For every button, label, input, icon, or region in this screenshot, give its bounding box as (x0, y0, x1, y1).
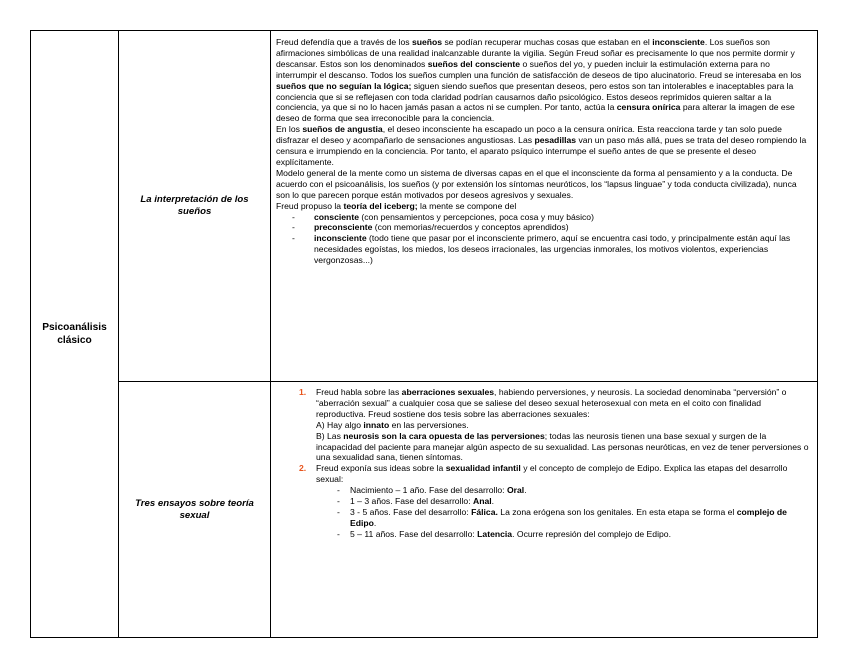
table-row (31, 382, 818, 638)
list-item: - inconsciente (todo tiene que pasar por el inconsciente primero, aquí se encuentra casi todo, y principalmente están aquí las necesidades egoístas, los miedos, los deseos irracionales, las urgencias inmorales, los motivos violentos, experiencias vergonzosas...) (314, 233, 811, 266)
list-item: 1. Freud habla sobre las aberraciones sexuales, habiendo perversiones, y neurosis. La sociedad denominaba “perversión” o “aberración sexual” a cualquier cosa que se saliese del deseo sexual heterosexual con meta en el coito con finalidad reproductiva. Freud sostiene dos tesis sobre las aberraciones sexuales: A) Hay algo innato en las perversiones. B) Las neurosis son la cara opuesta de las perversiones; todas las neurosis tienen una base sexual y surgen de la incapacidad del paciente para manejar algún aspecto de su sexualidad. Las personas neuróticas, en vez de tener perversiones o una sexualidad sana, tienen síntomas. (299, 387, 809, 463)
list-item: 2. Freud exponía sus ideas sobre la sexualidad infantil y el concepto de complejo de Edipo. Explica las etapas del desarrollo sexual: - Nacimiento – 1 año. Fase del desarrollo: Oral. - 1 – 3 años. Fase del desarrollo: Anal. - 3 - 5 años. Fase del desarrollo: Fálica. La zona erógena son los genitales. En esta etapa se forma el complejo de Edipo. - 5 – 11 años. Fase del desarrollo: Latencia. Ocurre represión del complejo de Edipo. (316, 463, 811, 539)
category-cell: Psicoanálisis clásico (31, 31, 119, 638)
paragraph: Freud propuso la teoría del iceberg; la mente se compone del (276, 200, 517, 211)
list-item: - 3 - 5 años. Fase del desarrollo: Fálica. La zona erógena son los genitales. En esta etapa se forma el complejo de Edipo. (350, 507, 811, 529)
paragraph: Modelo general de la mente como un sistema de diversas capas en el que el inconsciente da forma al pensamiento y a la conducta. De acuerdo con el psicoanálisis, los sueños (y por extensión los síntomas neuróticos, los “lapsus linguae” y toda conducta civilizada), nunca son lo que parecen porque están motivados por deseos agresivos y sexuales. (276, 167, 797, 200)
stages-list (316, 485, 811, 540)
topic-content-sexual-theory (271, 382, 818, 638)
iceberg-layers-list (276, 212, 811, 267)
table-row (31, 31, 818, 382)
list-item: - 1 – 3 años. Fase del desarrollo: Anal. (350, 496, 811, 507)
topic-content-dreams (271, 31, 818, 382)
topic-title-sexual-theory: Tres ensayos sobre teoría sexual (119, 382, 271, 638)
list-item: - Nacimiento – 1 año. Fase del desarrollo: Oral. (350, 485, 811, 496)
notes-table (30, 30, 818, 638)
list-item: - consciente (con pensamientos y percepciones, poca cosa y muy básico) (314, 212, 811, 223)
numbered-list (276, 387, 811, 540)
list-item: - preconsciente (con memorias/recuerdos y conceptos aprendidos) (314, 222, 811, 233)
paragraph: Freud defendía que a través de los sueños se podían recuperar muchas cosas que estaban en el inconsciente. Los sueños son afirmaciones simbólicas de una realidad inalcanzable durante la vigilia. Según Freud soñar es precisamente lo que nos permite dormir y descansar. Estos son los denominados sueños del consciente o sueños del yo, y pueden incluir la estimulación externa para no interrumpir el descanso. Todos los sueños cumplen una función de satisfacción de deseos de tipo alucinatorio. Freud se interesaba en los sueños que no seguían la lógica; siguen siendo sueños que presentan deseos, pero estos son tan intolerables e inaceptables para la conciencia que si se reflejasen con toda claridad podrían causarnos daño psicológico. Estos deseos reprimidos quieren saltar a la conciencia, ya que si no lo hacen jamás pasan a actos ni se cumplen. Por tanto, actúa la censura onírica para alterar la imagen de ese deseo de forma que sea irreconocible para la conciencia. (276, 37, 802, 124)
topic-title-dreams: La interpretación de los sueños (119, 31, 271, 382)
paragraph: En los sueños de angustia, el deseo inconsciente ha escapado un poco a la censura onírica. Esta reacciona tarde y tan solo puede disfrazar el deseo y acompañarlo de sensaciones angustiosas. Las pesadillas van un paso más allá, pues se trata del deseo rompiendo la censura e irrumpiendo en la conciencia. Por tanto, el aparato psíquico interrumpe el sueño antes de que se presente el deseo explícitamente. (276, 124, 807, 167)
list-item: - 5 – 11 años. Fase del desarrollo: Latencia. Ocurre represión del complejo de Edipo. (350, 529, 811, 540)
